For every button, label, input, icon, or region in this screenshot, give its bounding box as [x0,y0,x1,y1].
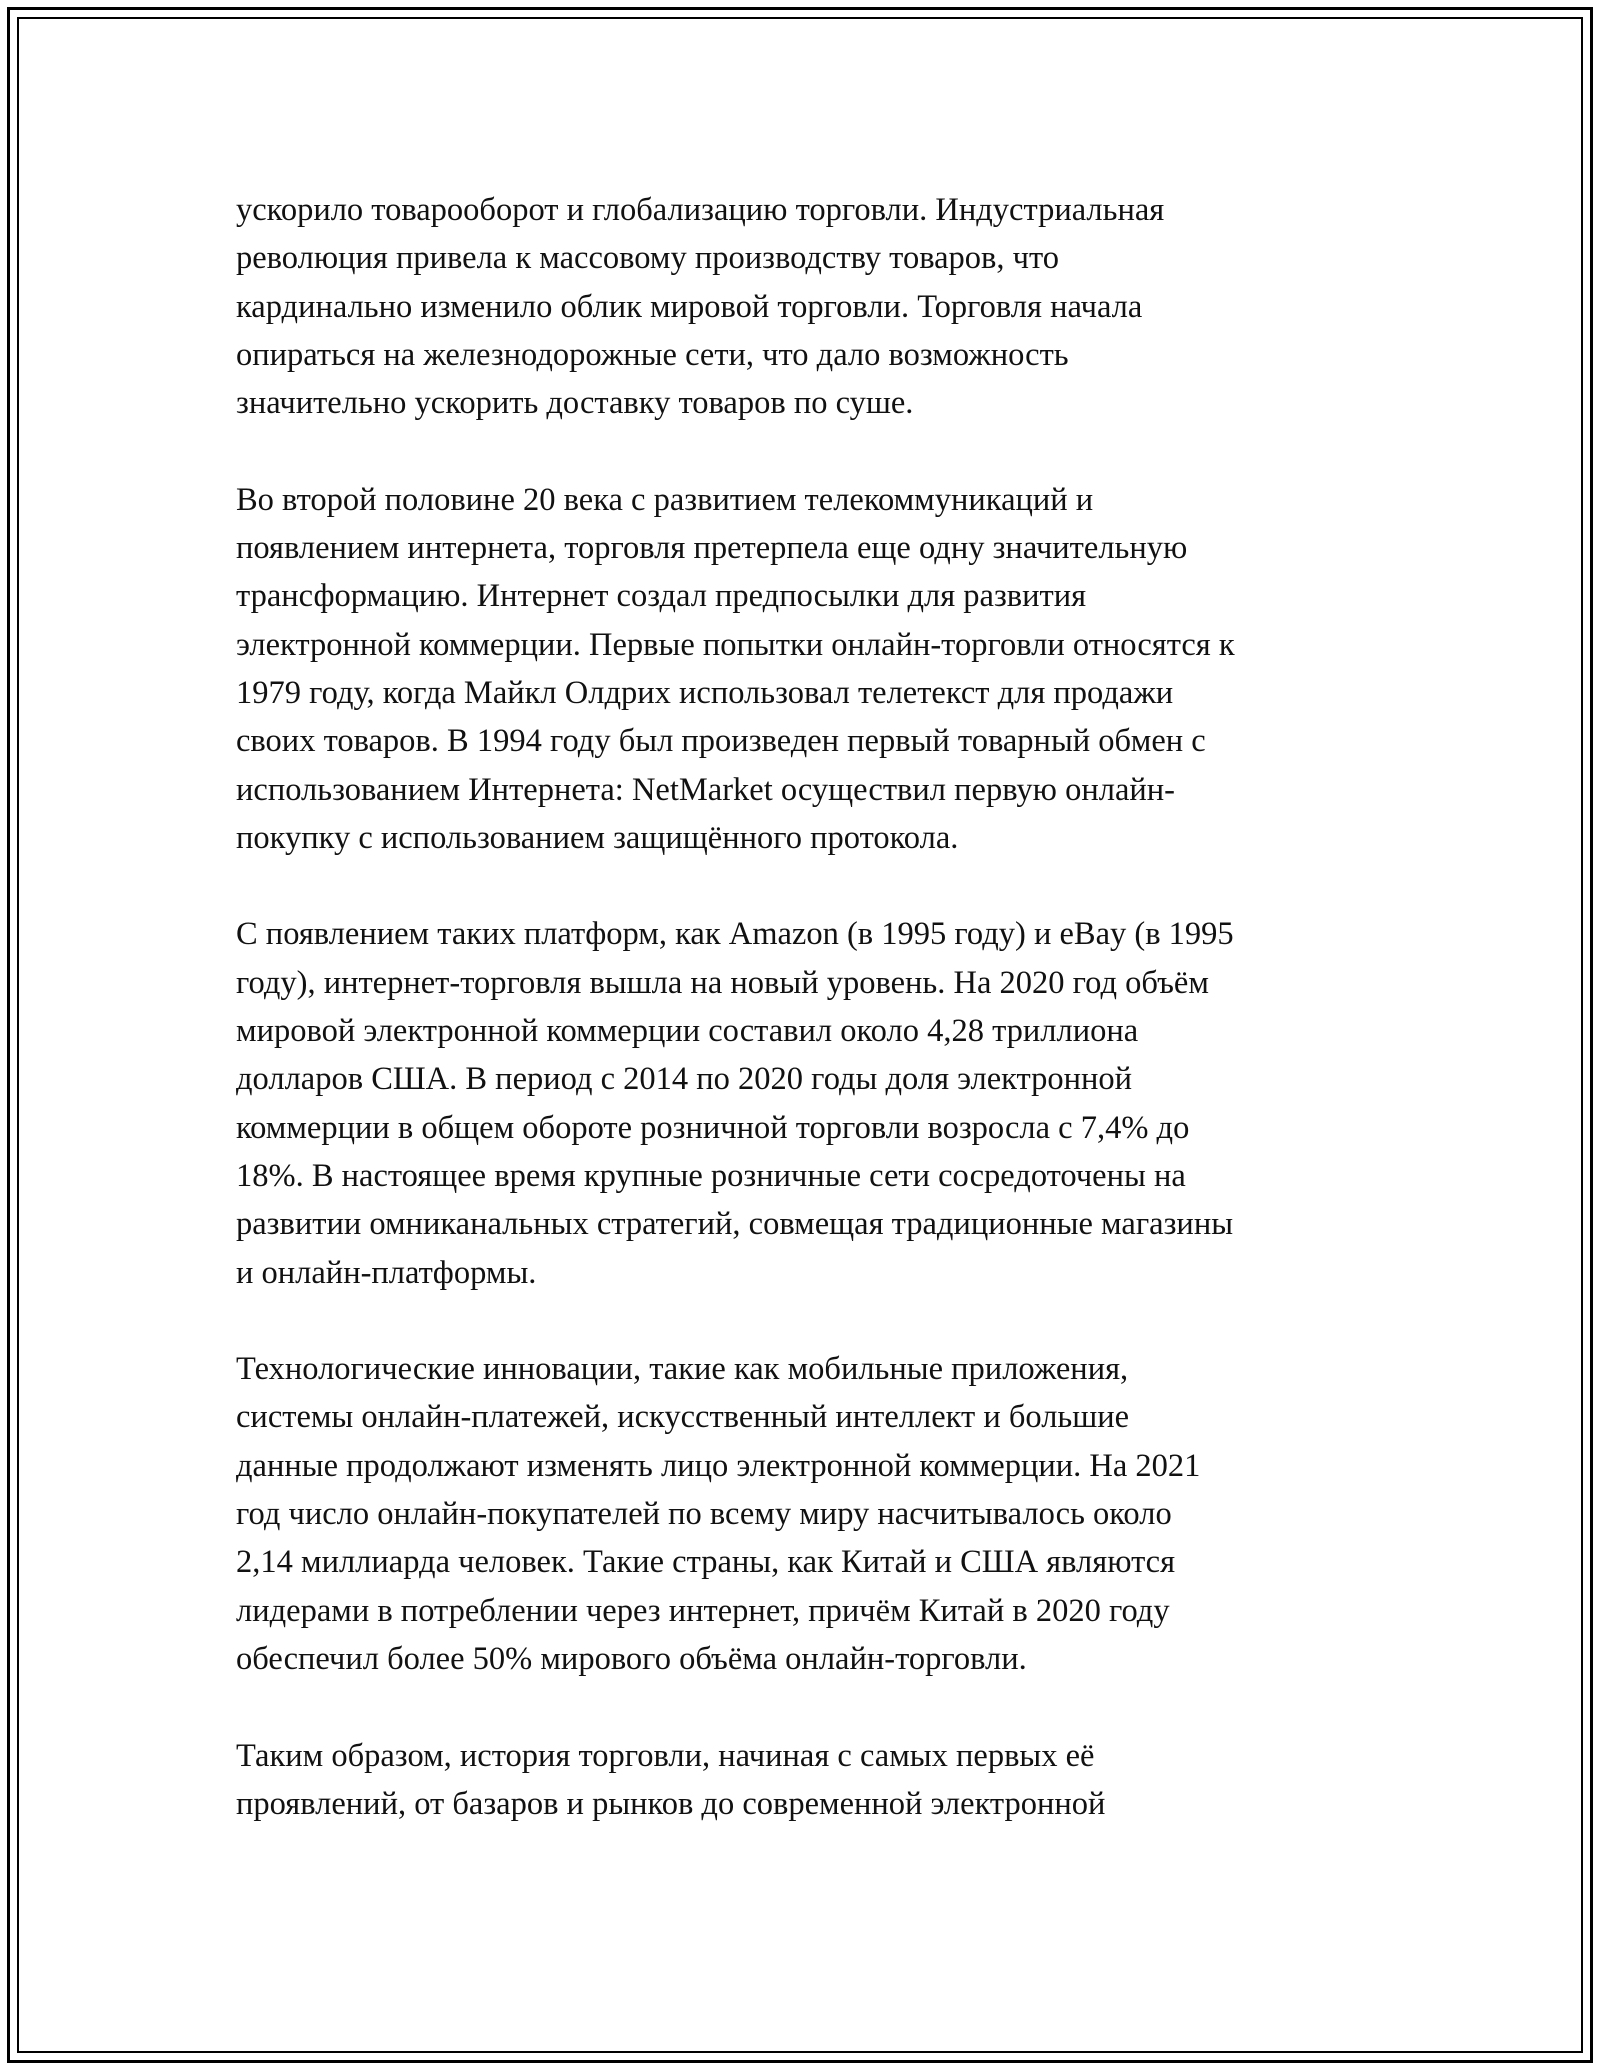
paragraph-trade-industrial-revolution [236,186,1386,427]
text-line: Технологические инновации, такие как мобильные приложения, [236,1351,1129,1388]
text-line: мировой электронной коммерции составил около 4,28 триллиона [236,1013,1139,1050]
text-line: электронной коммерции. Первые попытки онлайн-торговли относятся к [236,626,1235,663]
text-line: и онлайн-платформы. [236,1254,537,1291]
text-line: трансформацию. Интернет создал предпосылки для развития [236,578,1087,615]
text-line: коммерции в общем обороте розничной торговли возросла с 7,4% до [236,1109,1190,1146]
text-line: опираться на железнодорожные сети, что дало возможность [236,336,1069,373]
text-line: использованием Интернета: NetMarket осуществил первую онлайн- [236,771,1175,808]
text-line: 1979 году, когда Майкл Олдрих использовал телетекст для продажи [236,674,1174,711]
text-line: кардинально изменило облик мировой торговли. Торговля начала [236,288,1143,325]
text-line: развитии омниканальных стратегий, совмещая традиционные магазины [236,1206,1234,1243]
text-line: проявлений, от базаров и рынков до современной электронной [236,1785,1106,1822]
document-body [236,186,1386,1876]
text-line: покупку с использованием защищённого протокола. [236,819,959,856]
text-line: лидерами в потреблении через интернет, причём Китай в 2020 году [236,1592,1170,1629]
text-line: С появлением таких платформ, как Amazon (в 1995 году) и eBay (в 1995 [236,916,1234,953]
text-line: Таким образом, история торговли, начиная с самых первых её [236,1737,1095,1774]
text-line: революция привела к массовому производству товаров, что [236,240,1060,277]
text-line: долларов США. В период с 2014 по 2020 годы доля электронной [236,1061,1133,1098]
text-line: Во второй половине 20 века с развитием телекоммуникаций и [236,481,1094,518]
text-line: год число онлайн-покупателей по всему миру насчитывалось около [236,1496,1172,1533]
text-line: году), интернет-торговля вышла на новый уровень. На 2020 год объём [236,964,1209,1001]
text-line: появлением интернета, торговля претерпела еще одну значительную [236,530,1188,567]
paragraph-platforms-growth [236,910,1386,1296]
text-line: данные продолжают изменять лицо электронной коммерции. На 2021 [236,1447,1201,1484]
text-line: значительно ускорить доставку товаров по суше. [236,385,914,422]
text-line: обеспечил более 50% мирового объёма онлайн-торговли. [236,1640,1027,1677]
text-line: 2,14 миллиарда человек. Такие страны, как Китай и США являются [236,1544,1176,1581]
text-line: ускорило товарооборот и глобализацию торговли. Индустриальная [236,192,1165,228]
text-line: своих товаров. В 1994 году был произведен первый товарный обмен с [236,723,1206,760]
text-line: 18%. В настоящее время крупные розничные сети сосредоточены на [236,1157,1186,1194]
text-line: системы онлайн-платежей, искусственный интеллект и большие [236,1399,1130,1436]
paragraph-conclusion [236,1732,1386,1829]
paragraph-tech-innovations [236,1345,1386,1683]
paragraph-internet-ecommerce-origins [236,476,1386,862]
